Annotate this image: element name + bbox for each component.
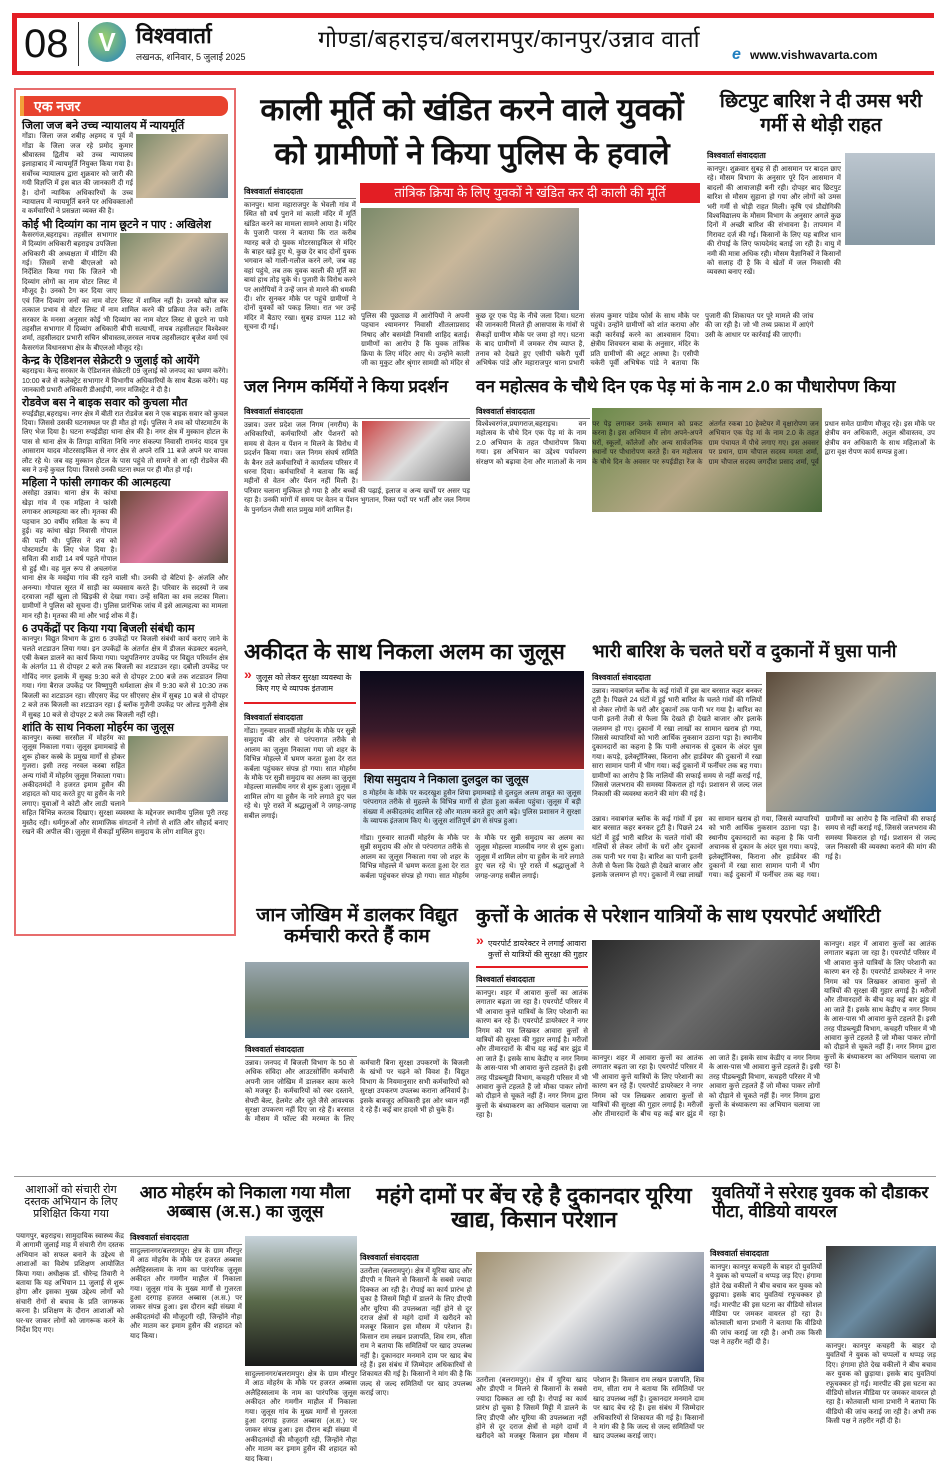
divider xyxy=(244,702,356,704)
photo xyxy=(826,1246,936,1338)
headline: वन महोत्सव के चौथे दिन एक पेड़ मां के नाम 2.0 का पौधारोपण किया xyxy=(476,377,896,396)
kutte-column xyxy=(476,938,588,1149)
byline: विश्ववार्ता संवाददाता xyxy=(130,1232,242,1245)
browser-icon: e xyxy=(732,46,741,63)
article-body: उतरौला (बलरामपुर)। क्षेत्र में यूरिया खाद और डीएपी न मिलने से किसानों के सबसे ज्यादा दिक्कत आ रही है। रोपाई का कार्य प्रारंभ हो चुका है जिसमें मिट्टी में डालने के लिए डीएपी और यूरिया की उपलब्धता नहीं होने से दूर दराज क्षेत्रों से महंगे दामों में खरीदने को मजबूर किसान इस मौसम में परेशान हैं। किसान राम लखन प्रजापति, शिव राम, सीता राम ने बताया कि समितियों पर खाद उपलब्ध नहीं है। दुकानदार मनमाने दाम पर खाद बेच रहे हैं। इस संबंध में जिम्मेदार अधिकारियों से शिकायत की गई है। किसानों ने मांग की है कि जल्द से जल्द समितियों पर खाद उपलब्ध कराई जाए। xyxy=(360,1268,472,1398)
article-body: उतरौला (बलरामपुर)। क्षेत्र में यूरिया खाद और डीएपी न मिलने से किसानों के सबसे ज्यादा दिक्कत आ रही है। रोपाई का कार्य प्रारंभ हो चुका है जिसमें मिट्टी में डालने के लिए डीएपी और यूरिया की उपलब्धता नहीं होने से दूर दराज क्षेत्रों से महंगे दामों में खरीदने को मजबूर किसान इस मौसम में परेशान हैं। किसान राम लखन प्रजापति, शिव राम, सीता राम ने बताया कि समितियों पर खाद उपलब्ध नहीं है। दुकानदार मनमाने दाम पर खाद बेच रहे हैं। इस संबंध में जिम्मेदार अधिकारियों से शिकायत की गई है। किसानों ने मांग की है कि जल्द से जल्द समितियों पर खाद उपलब्ध कराई जाए। xyxy=(476,1377,704,1441)
headline: कोई भी दिव्यांग का नाम छूटने न पाए : अखिलेश xyxy=(22,218,211,231)
article-body: कानपुर। शहर में आवारा कुत्तों का आतंक लगातार बढ़ता जा रहा है। एयरपोर्ट परिसर में भी आवारा कुत्ते यात्रियों के लिए परेशानी का कारण बन रहे हैं। एयरपोर्ट डायरेक्टर ने नगर निगम को पत्र लिखकर आवारा कुत्तों से यात्रियों की सुरक्षा की गुहार लगाई है। मरीजों और तीमारदारों के बीच यह कई बार झुंड में आ जाते हैं। इसके साथ केडीए व नगर निगम के आस-पास भी आवारा कुत्ते टहलते हैं। इसी तरह पीडब्ल्यूडी विभाग, कचहरी परिसर में भी आवारा कुत्ते टहलते हैं जो मौका पाकर लोगों को दौड़ाने से चूकते नहीं हैं। नगर निगम द्वारा कुत्तों के बंध्याकरण का अभियान चलाया जा रहा है। xyxy=(476,990,588,1120)
edition-title: गोण्डा/बहराइच/बलरामपुर/कानपुर/उन्नाव वार्ता xyxy=(318,26,701,52)
jal-nigam-article xyxy=(244,406,470,621)
article-body: कानपुर। शुक्रवार सुबह से ही आसमान पर बादल छाए रहे। मौसम विभाग के अनुसार पूरे दिन आसमान में बादलों की आवाजाही बनी रही। दोपहर बाद छिटपुट बारिश से मौसम सुहाना हो गया और लोगों को उमस भरी गर्मी से थोड़ी राहत मिली। कृषि एवं प्रौद्योगिकी विश्वविद्यालय के मौसम विभाग के अनुसार अगले कुछ दिनों में अच्छी बारिश की संभावना है। तापमान में गिरावट दर्ज की गई। किसानों के लिए यह बारिश धान की रोपाई के लिए फायदेमंद बताई जा रही है। वायु में नमी की मात्रा अधिक रही। मौसम वैज्ञानिकों ने किसानों को सलाह दी है कि वे खेतों में जल निकासी की व्यवस्था बनाए रखें। xyxy=(707,166,841,277)
subheadline: » एयरपोर्ट डायरेक्टर ने लगाई आवारा कुत्तों से यात्रियों की सुरक्षा की गुहार xyxy=(476,938,588,960)
byline: विश्ववार्ता संवाददाता xyxy=(592,672,762,685)
article-body: उन्नाव। जनपद में बिजली विभाग के 50 से अधिक संविदा और आउटसोर्सिंग कर्मचारी अपनी जान जोखिम में डालकर काम करने को मजबूर हैं। कर्मचारियों को रबर दस्ताने, सेफ्टी बेल्ट, हेलमेट और जूते जैसे आवश्यक सुरक्षा उपकरण नहीं दिए जा रहे हैं। बरसात के मौसम में फॉल्ट की मरम्मत के लिए कर्मचारी बिना सुरक्षा उपकरणों के बिजली के खंभों पर चढ़ने को विवश हैं। विद्युत विभाग के नियमानुसार सभी कर्मचारियों को सुरक्षा उपकरण उपलब्ध कराना अनिवार्य है। इसके बावजूद अधिकारी इस ओर ध्यान नहीं दे रहे हैं। कई बार हादसे भी हो चुके हैं। xyxy=(245,1060,469,1124)
article-body: कानपुर। शहर में आवारा कुत्तों का आतंक लगातार बढ़ता जा रहा है। एयरपोर्ट परिसर में भी आवारा कुत्ते यात्रियों के लिए परेशानी का कारण बन रहे हैं। एयरपोर्ट डायरेक्टर ने नगर निगम को पत्र लिखकर आवारा कुत्तों से यात्रियों की सुरक्षा की गुहार लगाई है। मरीजों और तीमारदारों के बीच यह कई बार झुंड में आ जाते हैं। इसके साथ केडीए व नगर निगम के आस-पास भी आवारा कुत्ते टहलते हैं। इसी तरह पीडब्ल्यूडी विभाग, कचहरी परिसर में भी आवारा कुत्ते टहलते हैं जो मौका पाकर लोगों को दौड़ाने से चूकते नहीं हैं। नगर निगम द्वारा कुत्तों के बंध्याकरण का अभियान चलाया जा रहा है। xyxy=(824,941,936,1071)
photo xyxy=(245,1236,357,1366)
shia-box xyxy=(360,770,584,830)
dateline: लखनऊ, शनिवार, 5 जुलाई 2025 xyxy=(136,52,246,62)
article-body: बहराइच। केन्द्र सरकार के ऐडिशनल सेक्रेटरी 09 जुलाई को जनपद का भ्रमण करेंगे। 10:00 बजे से कलेक्ट्रेट सभागार में विभागीय अधिकारियों के साथ बैठक करेंगे। यह जानकारी प्रभारी अधिकारी डीआईपी, नगर मजिस्ट्रेट ने दी है। xyxy=(22,368,228,395)
article-body: सादुल्लानगर/बलरामपुर। क्षेत्र के ग्राम मीरपुर में आठ मोहर्रम के मौके पर हजरत अब्बास अलैहिस्सलाम के नाम का पारंपरिक जुलूस अकीदत और गमगीन माहौल में निकाला गया। जुलूस गांव के मुख्य मार्गों से गुजरता हुआ दरगाह हजरत अब्बास (अ.स.) पर जाकर संपन्न हुआ। इस दौरान बड़ी संख्या में अकीदतमंदों की मौजूदगी रही, जिन्होंने नौहा और मातम कर इमाम हुसैन की शहादत को याद किया। xyxy=(245,1371,357,1463)
byline: विश्ववार्ता संवाददाता xyxy=(245,1044,357,1057)
article-body: सादुल्लानगर/बलरामपुर। क्षेत्र के ग्राम मीरपुर में आठ मोहर्रम के मौके पर हजरत अब्बास अलैहिस्सलाम के नाम का पारंपरिक जुलूस अकीदत और गमगीन माहौल में निकाला गया। जुलूस गांव के मुख्य मार्गों से गुजरता हुआ दरगाह हजरत अब्बास (अ.स.) पर जाकर संपन्न हुआ। इस दौरान बड़ी संख्या में अकीदतमंदों की मौजूदगी रही, जिन्होंने नौहा और मातम कर इमाम हुसैन की शहादत को याद किया। xyxy=(130,1248,242,1340)
photo xyxy=(362,421,470,481)
bijli-article xyxy=(245,1044,469,1174)
article-body: रुपईडीहा,बहराइच। नगर क्षेत्र में बीती रात रोडवेज बस ने एक बाइक सवार को कुचल दिया। जिससे उसकी घटनास्थल पर ही मौत हो गई। पुलिस ने शव को पोस्टमार्टम के लिए भेज दिया है। घटना रुपईडीहा थाना क्षेत्र की है। नगर क्षेत्र में मुस्कान होटल के पास से थाना क्षेत्र के तिगड़ा वाधिता निधि नगर संकल्पा निवासी रामनंद यादव पुत्र आसाराम यादव मोटरसाइकिल से नगर क्षेत्र से अपने रात्रि 11 बजे अपने घर वापस लौट रहे थे। जब वह मुस्कान होटल के पास पहुंचे तो सामने से आ रही रोडवेज की बस ने उन्हें कुचल दिया। जिससे उनकी घटना स्थल पर ही मौत हो गई। xyxy=(22,410,228,474)
headline: भारी बारिश के चलते घरों व दुकानों में घुसा पानी xyxy=(592,641,897,661)
byline: विश्ववार्ता संवाददाता xyxy=(244,712,356,725)
article-body: कानपुर। कानपुर कचहरी के बाहर दो युवतियों ने युवक को चप्पलों व थप्पड़ जड़ दिए। हंगामा होते देख वकीलों ने बीच बचाव कर युवक को छुड़ाया। इसके बाद युवतियां रफूचक्कर हो गईं। मारपीट की इस घटना का वीडियो सोशल मीडिया पर जमकर वायरल हो रहा है। कोतवाली थाना प्रभारी ने बताया कि वीडियो की जांच कराई जा रही है। अभी तक किसी पक्ष ने तहरीर नहीं दी है। xyxy=(710,1264,822,1347)
headline: आशाओं को संचारी रोग दस्तक अभियान के लिए प्रशिक्षित किया गया xyxy=(24,1184,118,1221)
photo xyxy=(136,134,228,198)
article-body: उन्नाव। उत्तर प्रदेश जल निगम (नगरीय) के अधिकारियों, कर्मचारियों और पेंशनरों को समय से वेतन व पेंशन न मिलने के विरोध में प्रदर्शन किया गया। जल निगम संघर्ष समिति के बैनर तले कर्मचारियों ने कार्यालय परिसर में धरना दिया। कर्मचारियों ने बताया कि कई महीनों से वेतन और पेंशन नहीं मिली है। परिवार चलाना मुश्किल हो गया है और बच्चों की पढ़ाई, इलाज व अन्य खर्चों पर असर पड़ रहा है। उनकी मांगों में समय पर वेतन व पेंशन भुगतान, रिक्त पदों पर भर्ती और जल निगम के पुनर्गठन जैसी सात प्रमुख मांगें शामिल हैं। xyxy=(244,422,470,514)
headline: जिला जज बने उच्च न्यायालय में न्यायमूर्ति xyxy=(22,120,185,132)
divider xyxy=(78,22,79,66)
article-body: पुलिस की पूछताछ में आरोपियों ने अपनी पहचान श्यामनगर निवासी शीतलाप्रसाद निषाद और बसमंडी निवासी शाहिद बताई। ग्रामीणों का आरोप है कि युवक तांत्रिक क्रिया के लिए मंदिर आए थे। उन्होंने काली जी का मुकुट और श्रृंगार सामग्री को मंदिर से कुछ दूर एक पेड़ के नीचे जला दिया। घटना की जानकारी मिलते ही आसपास के गांवों से सैकड़ों ग्रामीण मौके पर जमा हो गए। घटना के बाद ग्रामीणों में जमकर रोष व्याप्त है, तनाव को देखते हुए एसीपी चकेरी पूर्वी अभिषेक पांडे और महाराजपुर थाना प्रभारी संजय कुमार पांडेय फोर्स के साथ मौके पर पहुंचे। उन्होंने ग्रामीणों को शांत कराया और कड़ी कार्रवाई करने का आश्वासन दिया। क्षेत्रीय शिवचरन बाबा के अनुसार, मंदिर के प्रति ग्रामीणों की अटूट आस्था है। एसीपी चकेरी पूर्वी अभिषेक पांडे ने बताया कि पुजारी की शिकायत पर पूरे मामले की जांच की जा रही है। जो भी तथ्य प्रकाश में आएंगे उसी के आधार पर कार्रवाई की जाएगी। xyxy=(361,313,814,368)
article-body: उन्नाव। नवाबगंज ब्लॉक के कई गांवों में इस बार बरसात कहर बनकर टूटी है। पिछले 24 घंटों में हुई भारी बारिश के चलते गांवों की गलियों से लेकर लोगों के घरों और दुकानों तक पानी भर गया है। बारिश का पानी इतनी तेजी से फैला कि देखते ही देखते बाजार और इलाके जलमग्न हो गए। दुकानों में रखा लाखों का सामान खराब हो गया, जिससे व्यापारियों को भारी आर्थिक नुकसान उठाना पड़ा है। स्थानीय दुकानदारों का कहना है कि पानी अचानक से दुकान के अंदर घुस गया। कपड़े, इलेक्ट्रॉनिक्स, किराना और हार्डवेयर की दुकानों में रखा सारा सामान पानी में भीग गया। कई दुकानों में फर्नीचर तक बह गया। ग्रामीणों का आरोप है कि नालियों की सफाई समय से नहीं कराई गई, जिससे जलभराव की समस्या विकराल हो गई। प्रशासन से जल्द जल निकासी की व्यवस्था कराने की मांग की गई है। xyxy=(592,688,762,799)
photo xyxy=(845,153,935,245)
headline: कुत्तों के आतंक से परेशान यात्रियों के साथ एयरपोर्ट अथॉरिटी xyxy=(476,906,881,927)
byline-wrap xyxy=(476,406,590,421)
headline: रोडवेज बस ने बाइक सवार को कुचला मौत xyxy=(22,397,188,410)
photo xyxy=(128,736,228,802)
article-body: कानपुर। थाना महाराजपुर के भेवली गांव में स्थित सौ वर्ष पुराने मां काली मंदिर में मूर्ति खंडित करने का मामला सामने आया है। मंदिर के पुजारी पारस ने बताया कि रात करीब ग्यारह बजे दो युवक मोटरसाइकिल से मंदिर के बाहर खड़े हुए थे, कुछ देर बाद दोनों युवक भगवान को गाली-गलौज करने लगे, जब वह वहां पहुंचे, तब तक युवक काली की मूर्ति का बायां हाथ तोड़ चुके थे। पुजारी के विरोध करने पर आरोपियों ने उन्हें जान से मारने की धमकी दी। शोर सुनकर मौके पर पहुंचे ग्रामीणों ने दोनों युवकों को पकड़ लिया। रात भर उन्हें मंदिर में बैठाए रखा। सुबह डायल 112 को सूचना दी गई। xyxy=(244,202,356,332)
article-body: कैसरगंज,बहराइच। तहसील सभागार में दिव्यांग अधिकारी बहराइच उपजिला अधिकारी की अध्यक्षता में मीटिंग की गई। जिसमें सभी बीएलओ को निर्देशित किया गया कि जितने भी दिव्यांग लोगों का नाम वोटर लिस्ट में मौजूद है। उनको टैग कर दिया जाए एवं जिन दिव्यांग जनों का नाम वोटर लिस्ट में शामिल नहीं है। उनको खोज कर तत्काल प्रभाव से वोटर लिस्ट में नाम शामिल करने की प्रक्रिया तेज करें। ताकि सरकार के मनसा अनुसार कोई भी दिव्यांग का नाम वोटर लिस्ट से छूटने ना पावे तहसील सभागार में दिव्यांग अधिकारी बीपी सत्यार्थी, नायब तहसीलदार विश्वेश्वर शर्मा, तहसीलदार प्रभारी सचिन श्रीवास्तव,जरवल नायब तहसीलदार बृजेश वर्मा एवं कैसरगंज विधानसभा क्षेत्र के बीएलओ मौजूद रहे। xyxy=(22,231,228,352)
byline: विश्ववार्ता संवाददाता xyxy=(244,186,356,199)
flood-article xyxy=(592,672,762,817)
photo xyxy=(360,671,584,769)
ek-nazar-column xyxy=(22,120,228,837)
headline: युवतियों ने सरेराह युवक को दौडाकर पीटा, वीडियो वायरल xyxy=(712,1183,929,1221)
article-body: कानपुर। शहर में आवारा कुत्तों का आतंक लगातार बढ़ता जा रहा है। एयरपोर्ट परिसर में भी आवारा कुत्ते यात्रियों के लिए परेशानी का कारण बन रहे हैं। एयरपोर्ट डायरेक्टर ने नगर निगम को पत्र लिखकर आवारा कुत्तों से यात्रियों की सुरक्षा की गुहार लगाई है। मरीजों और तीमारदारों के बीच यह कई बार झुंड में आ जाते हैं। इसके साथ केडीए व नगर निगम के आस-पास भी आवारा कुत्ते टहलते हैं। इसी तरह पीडब्ल्यूडी विभाग, कचहरी परिसर में भी आवारा कुत्ते टहलते हैं जो मौका पाकर लोगों को दौड़ाने से चूकते नहीं हैं। नगर निगम द्वारा कुत्तों के बंध्याकरण का अभियान चलाया जा रहा है। xyxy=(592,1055,820,1119)
headline: अकीदत के साथ निकला अलम का जुलूस xyxy=(244,639,565,664)
headline: केन्द्र के ऐडिशनल सेक्रेटरी 9 जुलाई को आयेंगे xyxy=(22,355,200,368)
byline: विश्ववार्ता संवाददाता xyxy=(360,1252,472,1265)
article-body: 8 मोहर्रम के मौके पर कदरखुश हुसैन शिया इमामबाड़े से दुलदुल अलम ताबूत का जुलूस परंपरागत तरीके से मुहल्ले के विभिन्न मार्गों से होता हुआ कर्बला पहुंचा। जुलूस में बड़ी संख्या में अकीदतमंद शामिल रहे और मातम करते हुए आगे बढ़े। पुलिस प्रशासन ने सुरक्षा के व्यापक इंतजाम किए थे। जुलूस शांतिपूर्ण ढंग से संपन्न हुआ। xyxy=(363,790,581,826)
photo xyxy=(120,233,228,293)
rain-article xyxy=(707,150,935,373)
article-body: असोहा उन्नाव। थाना क्षेत्र के कांथा खेड़ा गांव में एक महिला ने फांसी लगाकर आत्महत्या कर ली। मृतका की पहचान 30 वर्षीय सविता के रूप में हुई। वह कांथा खेड़ा निवासी गोपाल की पत्नी थी। पुलिस ने शव को पोस्टमार्टम के लिए भेज दिया है। सविता की शादी 14 वर्ष पहले गोपाल से हुई थी। वह मूल रूप से अचलगंज थाना क्षेत्र के मवईया गांव की रहने वाली थी। उनकी दो बेटियां है- अंजलि और अनन्या। गोपाल सूरत में साड़ी का व्यवसाय करते हैं। परिवार के सदस्यों ने जब दरवाजा नहीं खुला तो खिड़की से देखा गया। उन्हें सविता का शव लटका मिला। ग्रामीणों ने पुलिस को सूचना दी। पुलिस प्रारंभिक जांच में इसे आत्महत्या का मामला मान रही है। मृतका की मां और भाई शोक में हैं। xyxy=(22,490,228,620)
divider xyxy=(14,1176,936,1177)
byline: विश्ववार्ता संवाददाता xyxy=(244,406,470,419)
photo xyxy=(766,672,936,812)
subheadline: » जुलूस को लेकर सुरक्षा व्यवस्था के किए गए थे व्यापक इंतजाम xyxy=(244,672,356,694)
page-number: 08 xyxy=(24,22,69,66)
headline: शांति के साथ निकला मोहर्रम का जुलूस xyxy=(22,721,174,734)
article-body: पयागपुर, बहराइच। सामुदायिक स्वास्थ्य केंद्र में आगामी जुलाई माह में संचारी रोग दस्तक अभियान को सफल बनाने के उद्देश्य से आशाओं का विशेष प्रशिक्षण आयोजित किया गया। अधीक्षक डॉ. धीरेन्द्र तिवारी ने बताया कि यह अभियान 11 जुलाई से शुरू होगा और इसका मुख्य उद्देश्य लोगों को संचारी रोगों से बचाव के प्रति जागरूक करना है। प्रशिक्षण के दौरान आशाओं को घर-घर जाकर लोगों को जागरूक करने के निर्देश दिए गए। xyxy=(16,1233,124,1335)
lead-headline: काली मूर्ति को खंडित करने वाले युवकों को ग्रामीणों ने किया पुलिस के हवाले xyxy=(260,92,684,171)
article-body: उन्नाव। नवाबगंज ब्लॉक के कई गांवों में इस बार बरसात कहर बनकर टूटी है। पिछले 24 घंटों में हुई भारी बारिश के चलते गांवों की गलियों से लेकर लोगों के घरों और दुकानों तक पानी भर गया है। बारिश का पानी इतनी तेजी से फैला कि देखते ही देखते बाजार और इलाके जलमग्न हो गए। दुकानों में रखा लाखों का सामान खराब हो गया, जिससे व्यापारियों को भारी आर्थिक नुकसान उठाना पड़ा है। स्थानीय दुकानदारों का कहना है कि पानी अचानक से दुकान के अंदर घुस गया। कपड़े, इलेक्ट्रॉनिक्स, किराना और हार्डवेयर की दुकानों में रखा सारा सामान पानी में भीग गया। कई दुकानों में फर्नीचर तक बह गया। ग्रामीणों का आरोप है कि नालियों की सफाई समय से नहीं कराई गई, जिससे जलभराव की समस्या विकराल हो गई। प्रशासन से जल्द जल निकासी की व्यवस्था कराने की मांग की गई है। xyxy=(592,816,936,880)
abbas-article xyxy=(130,1232,242,1472)
byline: विश्ववार्ता संवाददाता xyxy=(476,406,590,419)
article-body: गोंडा। गुरुवार सातवीं मोहर्रम के मौके पर सुन्नी समुदाय की ओर से परंपरागत तरीके से आलम का जुलूस निकाला गया जो शहर के विभिन्न मोहल्ले में भ्रमण करता हुआ देर रात कर्बला पहुंचकर संपन्न हो गया। सात मोहर्रम के मौके पर सुन्नी समुदाय का अलम का जुलूस मोहल्ला मालवीय नगर से शुरू हुआ। जुलूस में शामिल लोग या हुसैन के नारे लगाते हुए चल रहे थे। पूरे रास्ते में श्रद्धालुओं ने जगह-जगह सबील लगाई। xyxy=(360,835,584,880)
photo xyxy=(245,962,469,1038)
lead-photo xyxy=(361,208,579,310)
byline: विश्ववार्ता संवाददाता xyxy=(476,974,588,987)
article-body: गोंडा। जिला जज शबीह अहमद व पूर्व में गोंडा के जिला जज रहे प्रमोद कुमार श्रीवास्तव द्वितीय को उच्च न्यायालय इलाहाबाद में न्यायमूर्ति नियुक्त किया गया है। सर्वोच्च न्यायालय द्वारा शुक्रवार को जारी की गयी विज्ञप्ति में इस बात की जानकारी दी गई है। दोनों न्यायिक अधिकारियों के उच्च न्यायालय में न्यायमूर्ति बनने पर अधिवक्ताओं व कर्मचारियों ने प्रसन्नता व्यक्त की है। xyxy=(22,133,133,216)
headline: छिटपुट बारिश ने दी उमस भरी गर्मी से थोड़ी राहत xyxy=(719,91,923,136)
byline: विश्ववार्ता संवाददाता xyxy=(710,1248,822,1261)
lead-column xyxy=(244,186,356,373)
yuria-article xyxy=(360,1252,472,1472)
yuvti-article xyxy=(710,1248,822,1473)
headline: महंगे दामों पर बेंच रहे है दुकानदार यूरिया खाद्य, किसान परेशान xyxy=(376,1183,692,1233)
article-body: कानपुर। विद्युत विभाग के द्वारा 6 उपकेंद्रों पर बिजली संबंधी कार्य कराए जाने के चलते शटडाउन लिया गया। इन उपकेंद्रों के अंतर्गत क्षेत्र में डीजल कंडक्टर बदलने, एबी केबल डालने का कार्य किया गया। पशुपतिनगर उपकेंद्र पर विद्युत परिवर्तन क्षेत्र के अंतर्गत 11 से दोपहर 2 बजे तक बिजली का शटडाउन रहा। दबौली उपकेंद्र पर गोविंद नगर इलाके में सुबह 9:30 बजे से दोपहर 2:00 बजे तक शटडाउन लिया गया। गंगा बैराज उपकेंद्र पर विष्णुपुरी धर्मशाला क्षेत्र में 9:30 बजे से 10:30 तक बिजली का शटडाउन रहा। सीएसए केंद्र पर सीएसए क्षेत्र में सुबह 10 बजे से दोपहर 2 बजे तक बिजली का शटडाउन रहा। ई ब्लॉक गुजैनी उपकेंद्र पर ओल्ड गुजैनी क्षेत्र में सुबह 10 बजे से दोपहर 2 बजे तक बिजली नहीं रही। xyxy=(22,636,228,719)
lead-banner: तांत्रिक क्रिया के लिए युवकों ने खंडित कर दी काली की मूर्ति xyxy=(360,183,700,203)
box-headline: शिया समुदाय ने निकाला दुलदुल का जुलूस xyxy=(360,770,584,789)
brand-name: विश्ववार्ता xyxy=(136,23,212,48)
divider xyxy=(476,966,588,968)
alam-column xyxy=(244,672,356,877)
headline: जल निगम कर्मियों ने किया प्रदर्शन xyxy=(244,377,449,396)
ek-nazar-label: एक नजर xyxy=(20,96,228,116)
logo-icon: V xyxy=(88,22,126,62)
article-body: कानपुर। कानपुर कचहरी के बाहर दो युवतियों ने युवक को चप्पलों व थप्पड़ जड़ दिए। हंगामा होते देख वकीलों ने बीच बचाव कर युवक को छुड़ाया। इसके बाद युवतियां रफूचक्कर हो गईं। मारपीट की इस घटना का वीडियो सोशल मीडिया पर जमकर वायरल हो रहा है। कोतवाली थाना प्रभारी ने बताया कि वीडियो की जांच कराई जा रही है। अभी तक किसी पक्ष ने तहरीर नहीं दी है। xyxy=(826,1343,936,1426)
article-body: गोंडा। गुरुवार सातवीं मोहर्रम के मौके पर सुन्नी समुदाय की ओर से परंपरागत तरीके से आलम का जुलूस निकाला गया जो शहर के विभिन्न मोहल्ले में भ्रमण करता हुआ देर रात कर्बला पहुंचकर संपन्न हो गया। सात मोहर्रम के मौके पर सुन्नी समुदाय का अलम का जुलूस मोहल्ला मालवीय नगर से शुरू हुआ। जुलूस में शामिल लोग या हुसैन के नारे लगाते हुए चल रहे थे। पूरे रास्ते में श्रद्धालुओं ने जगह-जगह सबील लगाई। xyxy=(244,728,356,820)
headline: 6 उपकेंद्रों पर किया गया बिजली संबंधी काम xyxy=(22,623,195,636)
article-body: विश्वेश्वरगंज,प्रयागराज,बहराइच। वन महोत्सव के चौथे दिन एक पेड़ मां के नाम 2.0 अभियान के तहत पौधारोपण किया गया। इस अभियान का उद्देश्य पर्यावरण संरक्षण को बढ़ावा देना और माताओं के नाम पर पेड़ लगाकर उनके सम्मान को प्रकट करना है। इस अभियान में लोग अपने-अपने घरों, स्कूलों, कॉलेजों और अन्य सार्वजनिक स्थानों पर पौधारोपण करते हैं। वन महोत्सव के चौथे दिन के अवसर पर रुपईडीहा रेंज के अंतर्गत रकबा 10 हेक्टेयर में वृक्षारोपण जन अभियान एक पेड़ मां के नाम 2.0 के तहत ग्राम पंचायत में पौधे लगाए गए। इस अवसर पर प्रधान, ग्राम चौपाल सदस्य ममता शर्मा, ग्राम चौपाल सदस्य जगदीश प्रसाद शर्मा, पूर्व प्रधान समेत ग्रामीण मौजूद रहे। इस मौके पर क्षेत्रीय वन अधिकारी, अतुल श्रीवास्तव, उप क्षेत्रीय वन अधिकारी के साथ महिलाओं के द्वारा वृक्ष रोपण कार्य सम्पन्न हुआ। xyxy=(476,421,935,466)
byline: विश्ववार्ता संवाददाता xyxy=(707,150,841,163)
article-body: कानपुर। कस्बा सरसौल में मोहर्रम का जुलूस निकाला गया। जुलूस इमामबाड़े से शुरू होकर कस्बे के प्रमुख मार्गों से होकर गुजरा। इसी तरह नरवल कस्बा सहित अन्य गांवों में मोहर्रम जुलूस निकाला गया। अकीदतमंदों ने हजरत इमाम हुसैन की शहादत को याद करते हुए या हुसैन के नारे लगाए। युवाओं ने कोटी और लाठी चलाने सहित विभिन्न करतब दिखाए। सुरक्षा व्यवस्था के मद्देनजर स्थानीय पुलिस पूरी तरह मुस्तैद रही। धर्मगुरुओं और सामाजिक संगठनों ने लोगों से शांति और सौहार्द बनाए रखने की अपील की। जुलूस में सैकड़ों मुस्लिम समुदाय के लोग शामिल हुए। xyxy=(22,735,228,837)
photo xyxy=(592,940,820,1050)
photo xyxy=(120,491,228,563)
headline: जान जोखिम में डालकर विद्युत कर्मचारी करते हैं काम xyxy=(256,905,458,947)
photo xyxy=(476,1252,704,1372)
headline: आठ मोहर्रम को निकाला गया मौला अब्बास (अ.स.) का जुलूस xyxy=(139,1183,351,1221)
website-link[interactable]: www.vishwavarta.com xyxy=(750,48,878,62)
headline: महिला ने फांसी लगाकर की आत्महत्या xyxy=(22,477,171,490)
